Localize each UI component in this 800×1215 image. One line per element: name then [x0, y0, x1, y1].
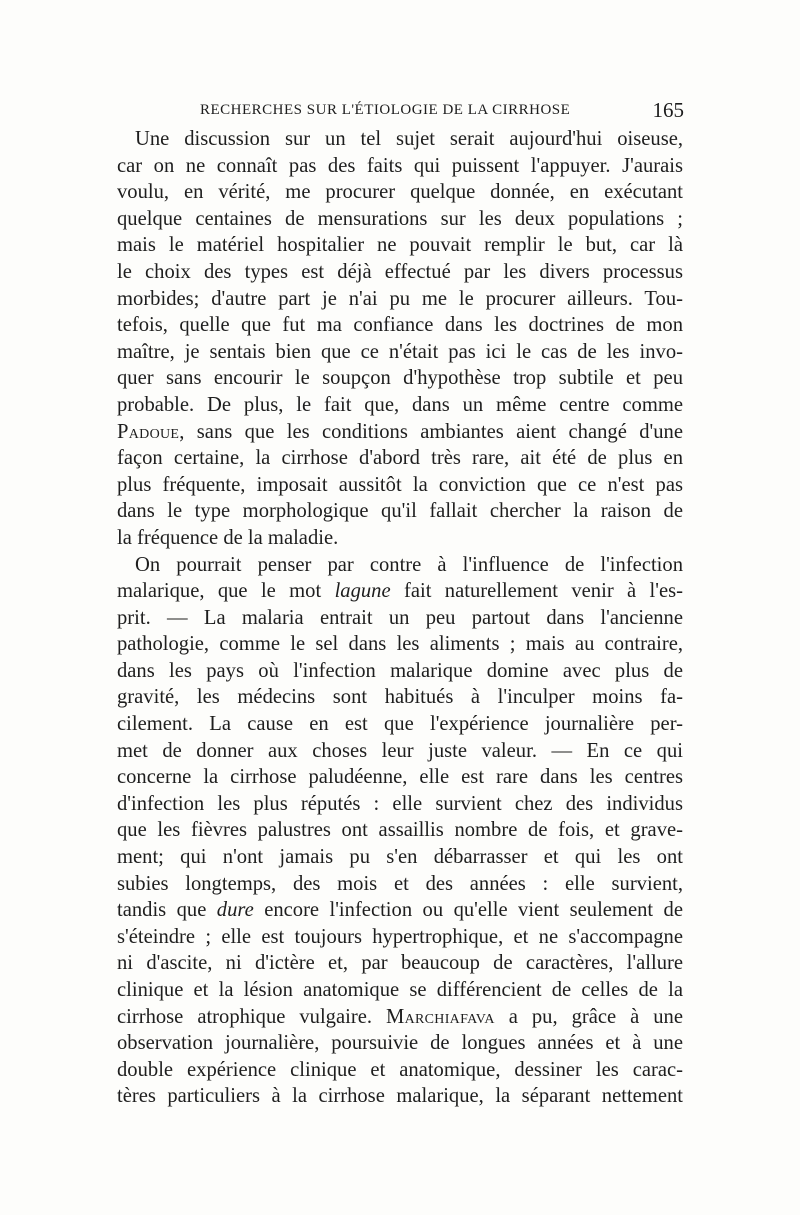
text-line [117, 498, 683, 525]
text-run: dans les pays où l'infection malarique domine avec plus de [117, 659, 683, 682]
text-run: double expérience clinique et anatomique, dessiner les carac- [117, 1058, 683, 1081]
text-line [117, 605, 683, 632]
page-header [200, 98, 684, 126]
text-line [117, 525, 683, 552]
text-line [117, 312, 683, 339]
text-line [117, 578, 683, 605]
text-run: concerne la cirrhose paludéenne, elle est rare dans les centres [117, 766, 683, 789]
page-number: 165 [652, 98, 684, 122]
text-line [117, 1057, 683, 1084]
text-run: prit. — La malaria entrait un peu partout dans l'ancienne [117, 606, 683, 629]
text-run: façon certaine, la cirrhose d'abord très rare, ait été de plus en [117, 447, 683, 470]
text-run: cirrhose atrophique vulgaire. [117, 1005, 386, 1028]
body-text [117, 126, 683, 1110]
text-run: d'infection les plus réputés : elle survient chez des individus [117, 792, 683, 815]
text-run: On pourrait penser par contre à l'influence de l'infection [135, 553, 683, 576]
text-line [117, 764, 683, 791]
text-run: le choix des types est déjà effectué par les divers processus [117, 260, 683, 283]
text-run: dans le type morphologique qu'il fallait chercher la raison de [117, 500, 683, 523]
text-line [117, 897, 683, 924]
text-run: met de donner aux choses leur juste valeur. — En ce qui [117, 739, 683, 762]
text-line [117, 206, 683, 233]
text-line [117, 445, 683, 472]
text-run: car on ne connaît pas des faits qui puissent l'appuyer. J'aurais [117, 154, 683, 177]
text-line [117, 631, 683, 658]
italic-term: lagune [334, 580, 391, 603]
text-run: la fréquence de la maladie. [117, 526, 339, 549]
text-run: quer sans encourir le soupçon d'hypothèse trop subtile et peu [117, 367, 683, 390]
text-run: , sans que les conditions ambiantes aient changé d'une [179, 420, 683, 443]
text-run: mais le matériel hospitalier ne pouvait remplir le but, car là [117, 234, 683, 257]
text-run: tandis que [117, 899, 217, 922]
text-line [117, 817, 683, 844]
text-run: gravité, les médecins sont habitués à l'inculper moins fa- [117, 686, 683, 709]
text-run: morbides; d'autre part je n'ai pu me le procurer ailleurs. Tou- [117, 287, 683, 310]
text-line [117, 392, 683, 419]
text-line [117, 365, 683, 392]
text-run: Une discussion sur un tel sujet serait aujourd'hui oiseuse, [135, 128, 683, 150]
text-line [117, 259, 683, 286]
text-run: que les fièvres palustres ont assaillis nombre de fois, et grave- [117, 819, 683, 842]
text-line [117, 179, 683, 206]
text-run: a pu, grâce à une [494, 1005, 683, 1028]
small-caps-name: Marchiafava [385, 1005, 495, 1028]
text-line [117, 950, 683, 977]
text-line [117, 844, 683, 871]
text-line [117, 977, 683, 1004]
text-line [117, 711, 683, 738]
text-run: ment; qui n'ont jamais pu s'en débarrasser et qui les ont [117, 846, 683, 869]
text-line [117, 684, 683, 711]
text-line [117, 791, 683, 818]
text-line [117, 871, 683, 898]
text-line [117, 1083, 683, 1110]
text-run: voulu, en vérité, me procurer quelque donnée, en exécutant [117, 181, 683, 204]
text-line [117, 232, 683, 259]
text-line [117, 153, 683, 180]
text-line [117, 924, 683, 951]
italic-term: dure [216, 899, 254, 922]
text-run: maître, je sentais bien que ce n'était pas ici le cas de les invo- [117, 340, 683, 363]
paragraph [117, 126, 683, 552]
text-run: pathologie, comme le sel dans les aliments ; mais au contraire, [117, 633, 683, 656]
text-line [117, 1004, 683, 1031]
text-line [117, 286, 683, 313]
text-run: quelque centaines de mensurations sur les deux populations ; [117, 207, 683, 230]
text-run: encore l'infection ou qu'elle vient seulement de [253, 899, 683, 922]
text-line [117, 1030, 683, 1057]
running-head: RECHERCHES SUR L'ÉTIOLOGIE DE LA CIRRHOSE [200, 102, 571, 118]
text-run: probable. De plus, le fait que, dans un même centre comme [117, 393, 683, 416]
text-run: s'éteindre ; elle est toujours hypertrophique, et ne s'accompagne [117, 925, 683, 948]
text-run: subies longtemps, des mois et des années : elle survient, [117, 872, 683, 895]
text-line [117, 472, 683, 499]
text-line [117, 419, 683, 446]
text-line [117, 552, 683, 579]
text-run: ni d'ascite, ni d'ictère et, par beaucoup de caractères, l'allure [117, 952, 683, 975]
text-run: malarique, que le mot [117, 580, 335, 603]
text-line [117, 126, 683, 153]
text-line [117, 658, 683, 685]
text-run: clinique et la lésion anatomique se différencient de celles de la [117, 979, 683, 1001]
text-run: observation journalière, poursuivie de longues années et à une [117, 1032, 683, 1055]
text-run: tères particuliers à la cirrhose malarique, la séparant nettement [117, 1085, 683, 1108]
text-run: tefois, quelle que fut ma confiance dans les doctrines de mon [117, 314, 683, 337]
text-run: fait naturellement venir à l'es- [390, 580, 683, 603]
text-run: plus fréquente, imposait aussitôt la conviction que ce n'est pas [117, 473, 683, 496]
small-caps-name: Padoue [117, 420, 180, 443]
text-line [117, 339, 683, 366]
text-line [117, 738, 683, 765]
paragraph [117, 552, 683, 1110]
text-run: cilement. La cause en est que l'expérience journalière per- [117, 713, 683, 736]
